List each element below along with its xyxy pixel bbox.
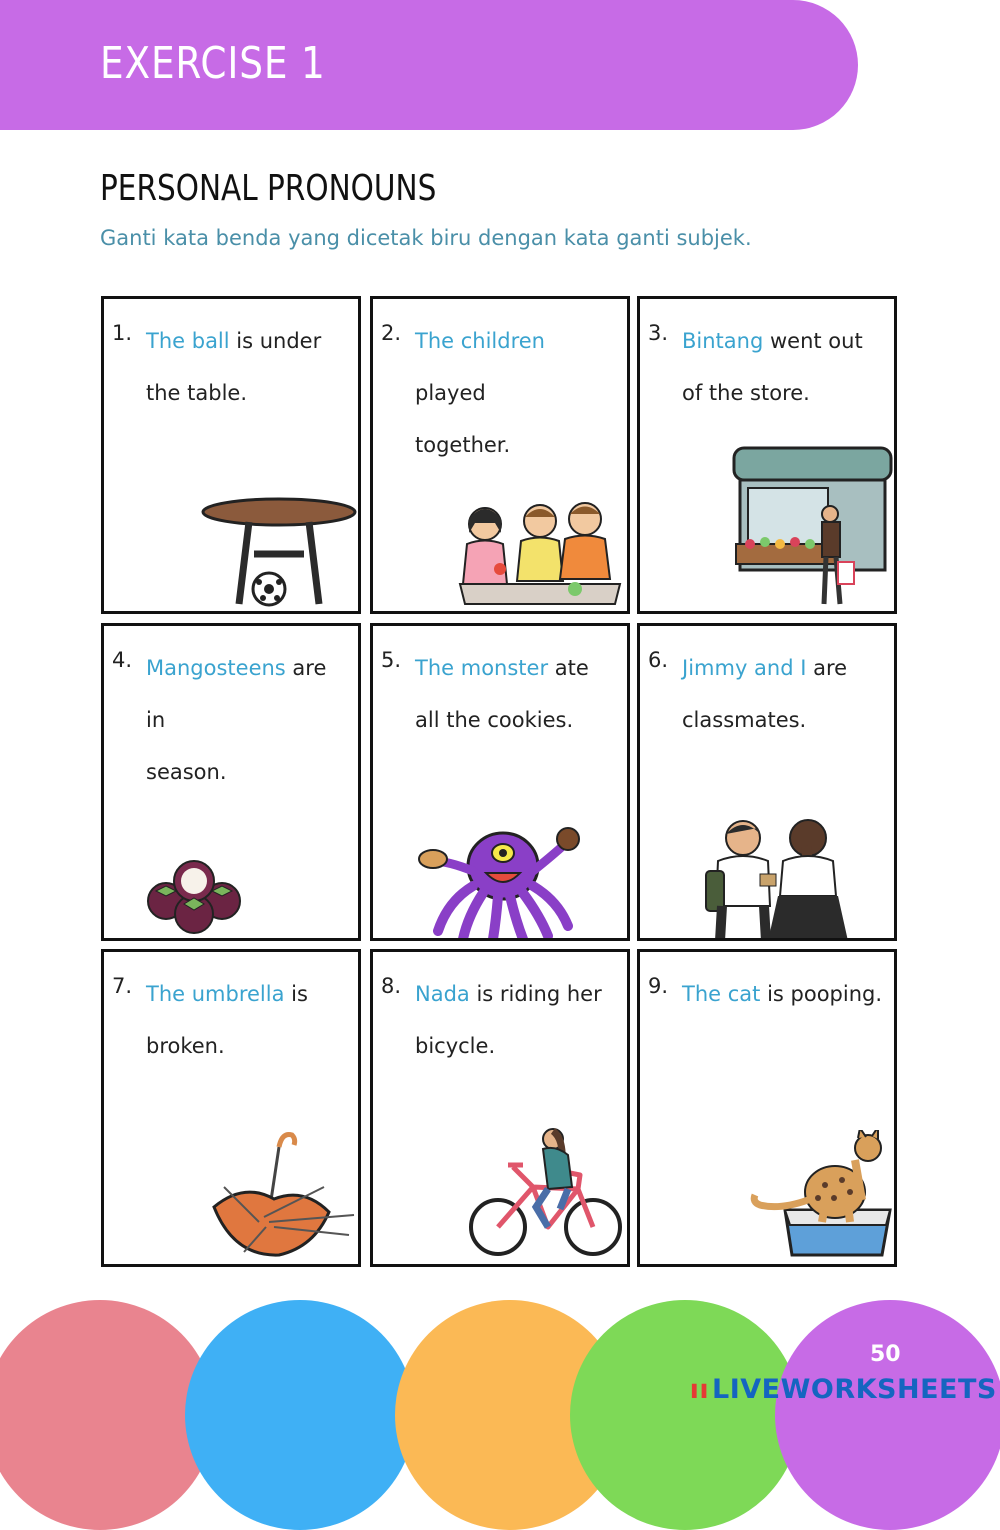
exercise-item-3 xyxy=(637,296,897,614)
highlighted-noun[interactable]: The monster xyxy=(415,656,549,680)
item-sentence xyxy=(146,968,350,1072)
instruction-text: Ganti kata benda yang dicetak biru dengan kata ganti subjek. xyxy=(100,226,752,250)
mangosteen-icon xyxy=(144,856,244,936)
item-number: 4. xyxy=(112,648,133,672)
highlighted-noun[interactable]: The umbrella xyxy=(146,982,285,1006)
exercise-item-2 xyxy=(370,296,630,614)
item-number: 1. xyxy=(112,321,133,345)
footer-circle-purple xyxy=(775,1300,1000,1530)
highlighted-noun[interactable]: Jimmy and I xyxy=(682,656,807,680)
item-sentence xyxy=(415,642,619,746)
sentence-text: ate xyxy=(548,656,589,680)
item-number: 3. xyxy=(648,321,669,345)
sentence-text: broken. xyxy=(146,1034,225,1058)
cat-litter-box-icon xyxy=(750,1130,895,1265)
students-icon xyxy=(698,816,858,941)
exercise-item-9 xyxy=(637,949,897,1267)
header-banner xyxy=(0,0,858,130)
highlighted-noun[interactable]: Nada xyxy=(415,982,470,1006)
item-sentence xyxy=(146,642,350,798)
children-playing-icon xyxy=(455,499,625,609)
highlighted-noun[interactable]: The children xyxy=(415,329,545,353)
item-number: 8. xyxy=(381,974,402,998)
sentence-text: classmates. xyxy=(682,708,807,732)
sentence-text: all the cookies. xyxy=(415,708,574,732)
footer-circle-green xyxy=(570,1300,800,1530)
footer-circle-pink xyxy=(0,1300,215,1530)
sentence-text: is xyxy=(284,982,308,1006)
exercise-item-1 xyxy=(101,296,361,614)
item-number: 5. xyxy=(381,648,402,672)
sentence-text: is pooping. xyxy=(760,982,883,1006)
highlighted-noun[interactable]: The ball xyxy=(146,329,230,353)
sentence-text: is under xyxy=(229,329,322,353)
sentence-text: are xyxy=(806,656,848,680)
exercise-item-4 xyxy=(101,623,361,941)
exercise-item-7 xyxy=(101,949,361,1267)
footer-circle-blue xyxy=(185,1300,415,1530)
monster-icon xyxy=(418,821,588,941)
item-sentence xyxy=(146,315,350,419)
sentence-text: played xyxy=(415,381,486,405)
section-title: PERSONAL PRONOUNS xyxy=(100,168,437,209)
bicycle-rider-icon xyxy=(468,1127,628,1262)
item-number: 9. xyxy=(648,974,669,998)
exercise-item-5 xyxy=(370,623,630,941)
logo-mark-icon: ▌▌ xyxy=(692,1383,712,1398)
page-number: 50 xyxy=(870,1342,901,1367)
liveworksheets-logo[interactable] xyxy=(692,1374,997,1405)
exercise-grid xyxy=(101,296,901,1268)
sentence-text: of the store. xyxy=(682,381,810,405)
item-sentence xyxy=(682,315,886,419)
highlighted-noun[interactable]: Mangosteens xyxy=(146,656,286,680)
highlighted-noun[interactable]: Bintang xyxy=(682,329,764,353)
item-sentence xyxy=(415,315,619,471)
sentence-text: is riding her xyxy=(469,982,602,1006)
item-number: 2. xyxy=(381,321,402,345)
item-number: 6. xyxy=(648,648,669,672)
table-with-ball-icon xyxy=(199,494,359,609)
exercise-item-6 xyxy=(637,623,897,941)
highlighted-noun[interactable]: The cat xyxy=(682,982,761,1006)
sentence-text: together. xyxy=(415,433,511,457)
sentence-text: the table. xyxy=(146,381,248,405)
exercise-title: EXERCISE 1 xyxy=(100,38,326,89)
item-sentence xyxy=(682,968,886,1020)
exercise-item-8 xyxy=(370,949,630,1267)
sentence-text: went out xyxy=(763,329,863,353)
store-icon xyxy=(730,444,895,614)
item-sentence xyxy=(415,968,619,1072)
sentence-text: bicycle. xyxy=(415,1034,496,1058)
item-number: 7. xyxy=(112,974,133,998)
item-sentence xyxy=(682,642,886,746)
brand-text: LIVEWORKSHEETS xyxy=(712,1374,997,1405)
sentence-text: are in xyxy=(146,656,327,732)
sentence-text: season. xyxy=(146,760,227,784)
broken-umbrella-icon xyxy=(204,1127,361,1262)
